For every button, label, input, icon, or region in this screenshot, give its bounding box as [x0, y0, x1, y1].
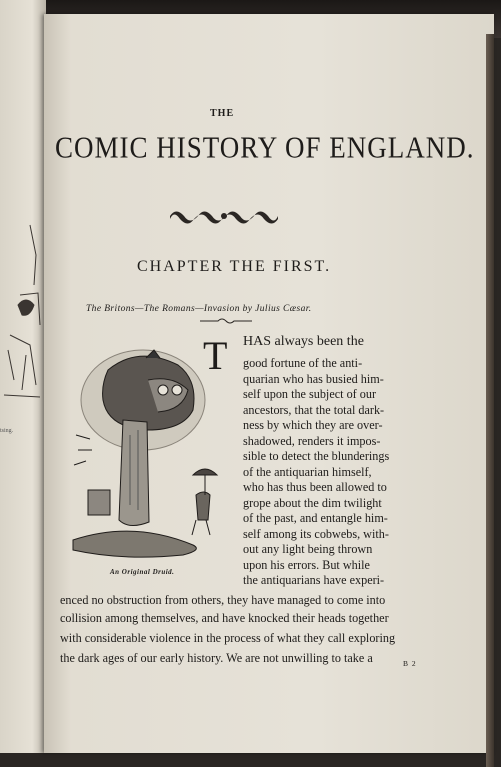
body-line: ancestors, that the total dark-	[243, 402, 385, 417]
body-line: quarian who has busied him-	[243, 371, 384, 386]
body-line: good fortune of the anti-	[243, 356, 363, 370]
body-line: sible to detect the blunderings	[243, 449, 390, 463]
body-line: shadowed, renders it impos-	[243, 433, 381, 448]
body-line: self among its cobwebs, with-	[243, 526, 389, 541]
left-page-caption: tsing.	[0, 428, 14, 434]
left-page-edge	[0, 0, 46, 753]
illustration-caption: An Original Druid.	[110, 568, 175, 576]
title-prefix: THE	[210, 108, 235, 119]
body-line: with considerable violence in the process of what they call exploring	[60, 631, 396, 645]
ornament-flourish	[168, 205, 281, 227]
body-line: the dark ages of our early history. We are not unwilling to take a	[60, 651, 373, 665]
drop-cap: T	[203, 333, 228, 378]
left-page-illustration-fragment	[0, 215, 46, 415]
druid-illustration	[68, 340, 224, 562]
body-line: upon his errors. But while	[243, 557, 370, 572]
body-line: self upon the subject of our	[243, 387, 377, 401]
body-line: enced no obstruction from others, they have managed to come into	[60, 593, 386, 607]
page-edge-shadow	[486, 34, 494, 767]
body-line: collision among themselves, and have knocked their heads together	[60, 611, 389, 625]
body-line: grope about the dim twilight	[243, 495, 382, 510]
divider-flourish	[200, 318, 252, 324]
book-title: COMIC HISTORY OF ENGLAND.	[55, 130, 475, 165]
body-line: of the antiquarian himself,	[243, 464, 372, 479]
body-line: of the past, and entangle him-	[243, 511, 388, 525]
chapter-subtitle: The Britons—The Romans—Invasion by Julius Cæsar.	[86, 304, 312, 314]
signature-mark: B 2	[403, 659, 417, 668]
body-line: HAS always been the	[243, 334, 364, 349]
body-line: out any light being thrown	[243, 542, 373, 556]
body-line: the antiquarians have experi-	[243, 573, 385, 587]
chapter-heading: CHAPTER THE FIRST.	[137, 258, 332, 275]
body-line: who has thus been allowed to	[243, 480, 387, 494]
body-line: ness by which they are over-	[243, 418, 383, 432]
